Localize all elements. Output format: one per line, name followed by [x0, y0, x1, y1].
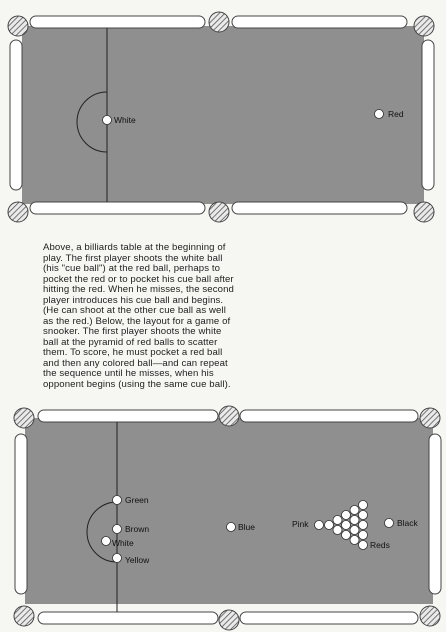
pocket-bottom-left	[8, 202, 28, 222]
red-ball	[350, 536, 359, 545]
red-ball	[333, 526, 342, 535]
red-ball	[333, 516, 342, 525]
diagram-caption: Above, a billiards table at the beginning of play. The first player shoots the white ball (his "cue ball") at the red ball, perhaps to pocket the red or to pocket his cue ball after hitting the red. When he misses, the second player introduces his cue ball and begins. (He can shoot at the other cue ball as well as the red.) Below, the layout for a game of snooker. The first player shoots the white ball at the pyramid of red balls to scatter them. To score, he must pocket a red ball and then any colored ball—and can repeat the sequence until he misses, when his opponent begins (using the same cue ball).	[43, 242, 234, 390]
pocket-top-middle	[219, 406, 239, 426]
pocket-bottom-middle	[219, 610, 239, 630]
black-ball-label: Black	[397, 518, 418, 528]
pocket-bottom-right	[420, 606, 440, 626]
pocket-top-right	[414, 16, 434, 36]
blue-ball	[227, 523, 236, 532]
green-ball	[113, 496, 122, 505]
bottom-rail-right	[232, 202, 407, 214]
pocket-top-left	[8, 16, 28, 36]
bottom-rail-left	[38, 612, 218, 624]
white-ball	[102, 537, 111, 546]
pink-ball	[315, 521, 324, 530]
yellow-ball	[113, 554, 122, 563]
reds-label: Reds	[370, 540, 390, 550]
bottom-rail-left	[30, 202, 205, 214]
right-rail	[422, 40, 434, 190]
pocket-bottom-middle	[209, 202, 229, 222]
table-felt	[25, 418, 433, 604]
snooker-table-diagram	[0, 390, 446, 632]
pocket-top-right	[420, 408, 440, 428]
pink-ball-label: Pink	[292, 519, 309, 529]
table-felt	[22, 26, 424, 204]
black-ball	[385, 519, 394, 528]
pocket-top-middle	[209, 12, 229, 32]
top-rail-right	[232, 16, 407, 28]
top-rail-left	[30, 16, 205, 28]
white-ball-label: White	[114, 115, 136, 125]
top-rail-left	[38, 410, 218, 422]
red-ball	[359, 541, 368, 550]
top-rail-right	[240, 410, 418, 422]
green-ball-label: Green	[125, 495, 149, 505]
white-ball-label: White	[112, 538, 134, 548]
left-rail	[15, 434, 27, 594]
left-rail	[10, 40, 22, 190]
red-ball	[350, 516, 359, 525]
red-ball	[342, 531, 351, 540]
red-ball-label: Red	[388, 109, 404, 119]
red-ball	[375, 110, 384, 119]
red-ball	[325, 521, 334, 530]
bottom-rail-right	[240, 612, 418, 624]
pocket-bottom-left	[14, 606, 34, 626]
red-ball	[342, 511, 351, 520]
red-ball	[350, 506, 359, 515]
red-ball	[359, 531, 368, 540]
white-ball	[103, 116, 112, 125]
brown-ball-label: Brown	[125, 524, 150, 534]
red-ball	[350, 526, 359, 535]
red-ball	[342, 521, 351, 530]
billiards-table-diagram	[0, 0, 446, 230]
right-rail	[429, 434, 441, 594]
yellow-ball-label: Yellow	[125, 555, 150, 565]
blue-ball-label: Blue	[238, 522, 256, 532]
red-ball	[359, 511, 368, 520]
pocket-top-left	[14, 408, 34, 428]
brown-ball	[113, 525, 122, 534]
red-ball	[359, 521, 368, 530]
pocket-bottom-right	[414, 202, 434, 222]
red-ball	[359, 501, 368, 510]
